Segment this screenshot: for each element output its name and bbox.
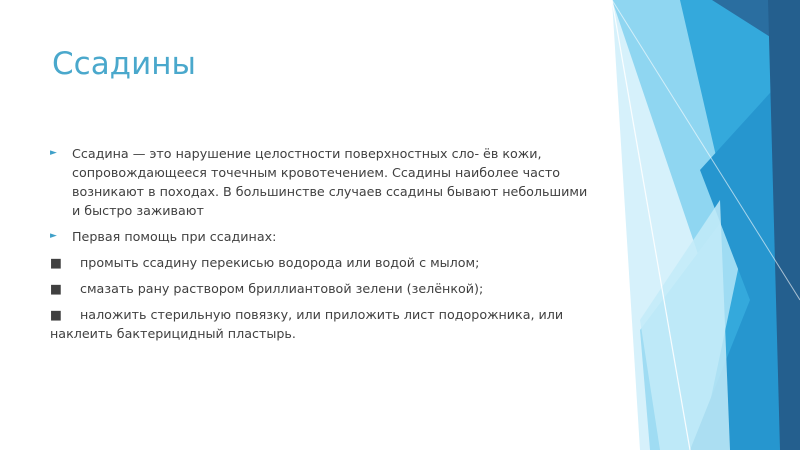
- square-bullet-icon: ■: [50, 255, 62, 270]
- square-bullet-icon: ■: [50, 281, 62, 296]
- slide-title: Ссадины: [52, 46, 197, 82]
- bullet-item-definition: [50, 144, 590, 220]
- step-item-antiseptic: [50, 279, 590, 298]
- step-text-antiseptic: смазать рану раствором бриллиантовой зелени (зелёнкой);: [80, 281, 484, 296]
- step-item-wash: [50, 253, 590, 272]
- square-bullet-icon: ■: [50, 307, 62, 322]
- step-text-bandage: наложить стерильную повязку, или приложить лист подорожника, или наклеить бактерицидный пластырь.: [50, 307, 564, 341]
- arrow-bullet-icon: ►: [50, 231, 57, 241]
- step-text-wash: промыть ссадину перекисью водорода или водой с мылом;: [80, 255, 480, 270]
- step-item-bandage: [50, 305, 590, 343]
- slide-body: [50, 144, 590, 350]
- arrow-bullet-icon: ►: [50, 148, 57, 158]
- bullet-text-definition: Ссадина — это нарушение целостности поверхностных сло- ёв кожи, сопровождающееся точечным кровотечением. Ссадины наиболее часто возникают в походах. В большинстве случаев ссадины бывают небольшими и быстро заживают: [72, 146, 588, 218]
- bullet-item-first-aid: [50, 227, 590, 246]
- bullet-text-first-aid: Первая помощь при ссадинах:: [72, 229, 277, 244]
